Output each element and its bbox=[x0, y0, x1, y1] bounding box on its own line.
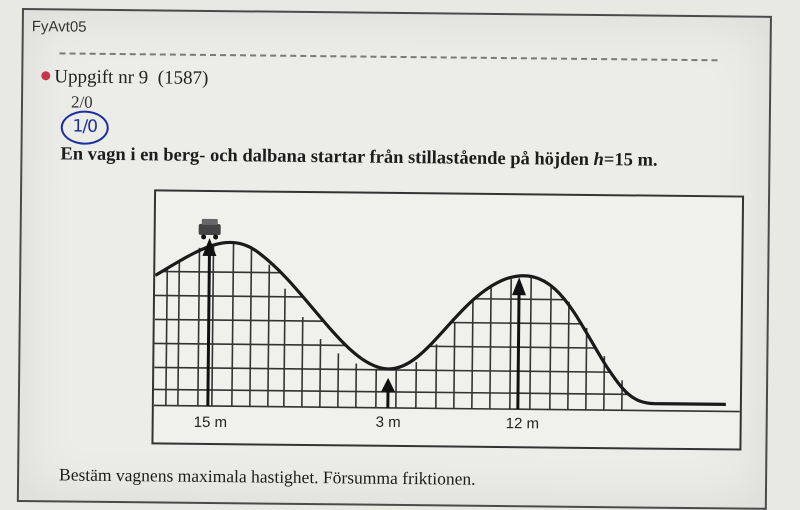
problem-statement bbox=[60, 144, 657, 171]
cart-icon bbox=[199, 219, 221, 240]
roller-coaster-drawing bbox=[153, 191, 742, 448]
task-title: Uppgift nr 9 bbox=[54, 66, 148, 88]
height-value: =15 m. bbox=[604, 150, 658, 171]
bullet-icon bbox=[41, 71, 50, 80]
height-variable: h bbox=[593, 150, 604, 170]
label-12m: 12 m bbox=[506, 415, 540, 432]
task-heading bbox=[41, 66, 208, 90]
task-score: 2/0 bbox=[71, 93, 93, 113]
dashed-divider bbox=[60, 52, 718, 61]
task-id: (1587) bbox=[158, 67, 209, 89]
course-code: FyAvt05 bbox=[32, 18, 87, 36]
question-text: Bestäm vagnens maximala hastighet. Försumma friktionen. bbox=[59, 464, 476, 489]
exam-sheet bbox=[17, 8, 772, 510]
label-15m: 15 m bbox=[194, 414, 228, 431]
roller-coaster-figure bbox=[151, 189, 744, 450]
handwritten-score: 1/0 bbox=[61, 110, 109, 145]
statement-text: En vagn i en berg- och dalbana startar från stillastående på höjden bbox=[60, 144, 589, 170]
label-3m: 3 m bbox=[376, 414, 401, 431]
